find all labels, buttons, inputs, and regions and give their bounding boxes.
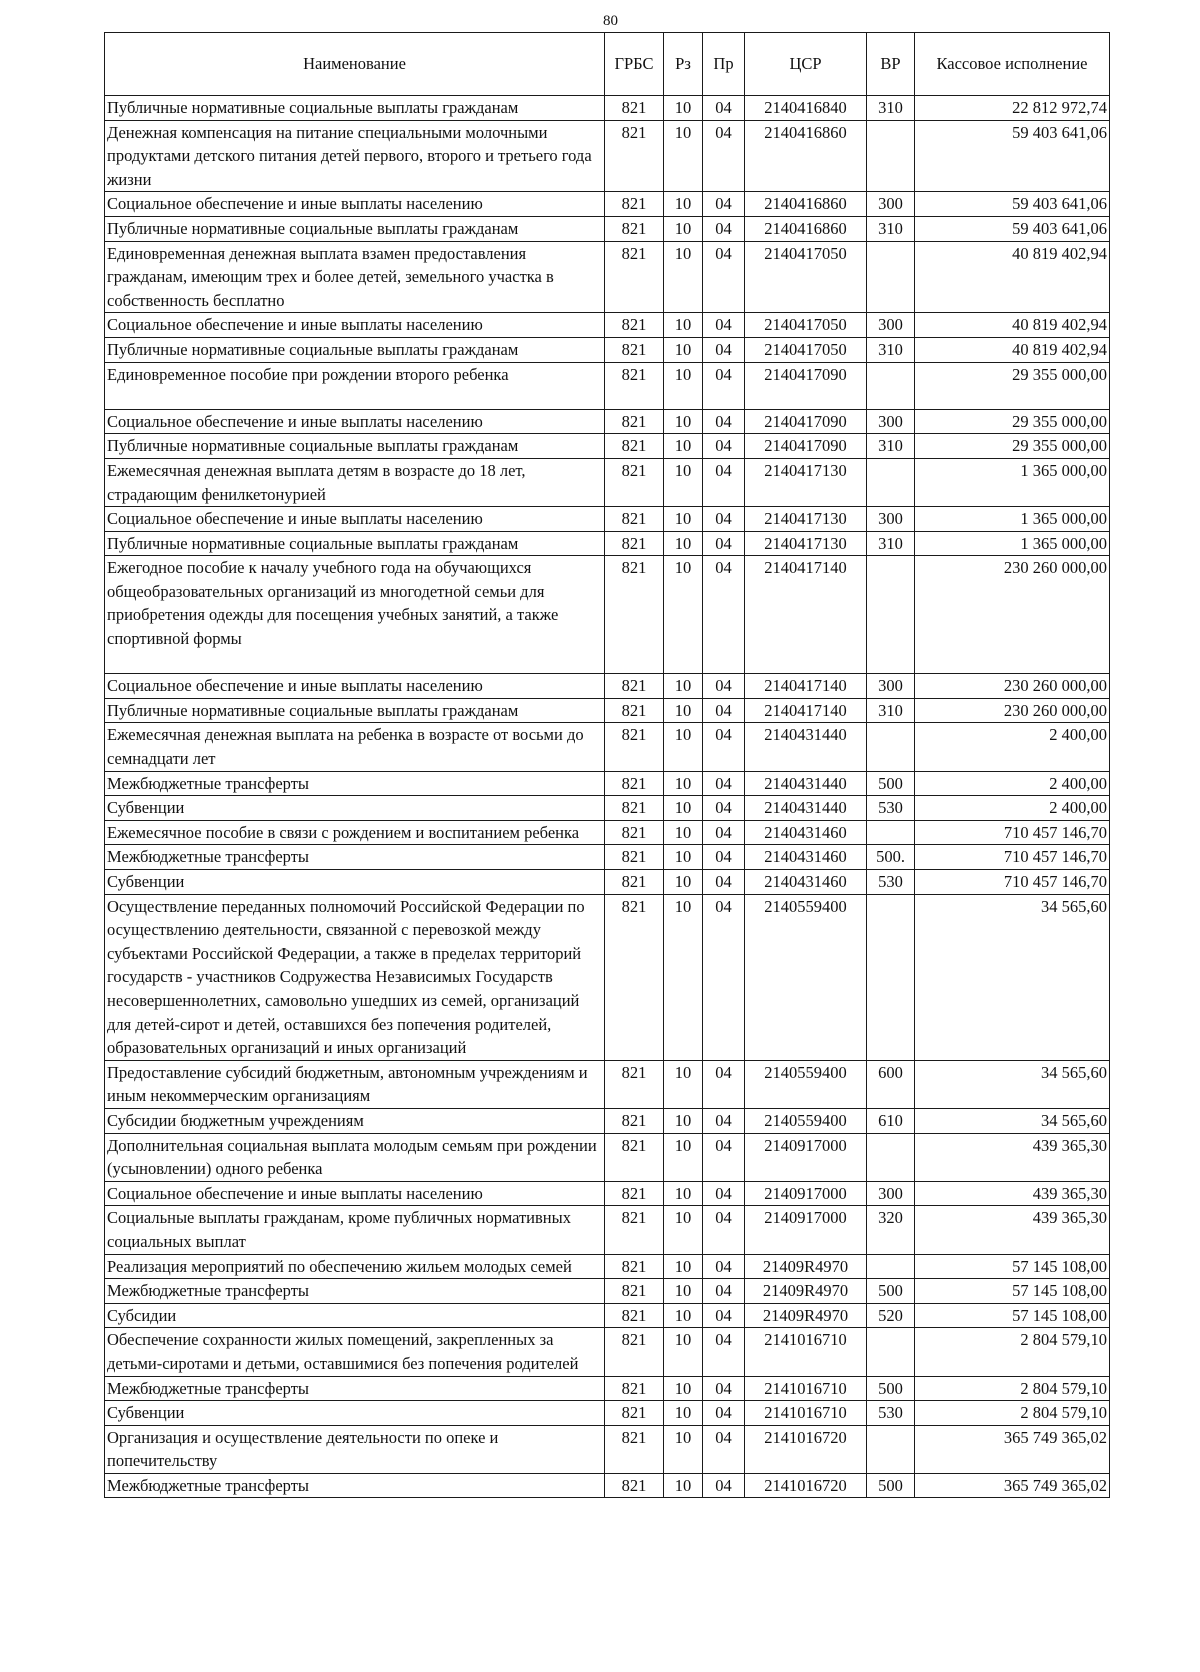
table-row <box>105 1279 1110 1304</box>
cell-grbs: 821 <box>605 1401 664 1426</box>
table-row <box>105 556 1110 674</box>
cell-csr: 2141016720 <box>745 1425 867 1473</box>
cell-name: Ежемесячное пособие в связи с рождением и воспитанием ребенка <box>105 820 605 845</box>
cell-name: Социальные выплаты гражданам, кроме публичных нормативных социальных выплат <box>105 1206 605 1254</box>
cell-amount: 2 804 579,10 <box>915 1376 1110 1401</box>
header-csr: ЦСР <box>745 33 867 96</box>
cell-rz: 10 <box>664 120 703 192</box>
cell-grbs: 821 <box>605 507 664 532</box>
cell-rz: 10 <box>664 434 703 459</box>
cell-amount: 365 749 365,02 <box>915 1473 1110 1498</box>
cell-pr: 04 <box>703 1328 745 1376</box>
cell-rz: 10 <box>664 337 703 362</box>
cell-name: Социальное обеспечение и иные выплаты населению <box>105 313 605 338</box>
cell-rz: 10 <box>664 674 703 699</box>
cell-pr: 04 <box>703 1303 745 1328</box>
cell-name: Социальное обеспечение и иные выплаты населению <box>105 192 605 217</box>
cell-rz: 10 <box>664 362 703 409</box>
cell-grbs: 821 <box>605 434 664 459</box>
cell-csr: 2140416860 <box>745 192 867 217</box>
cell-name: Субвенции <box>105 870 605 895</box>
cell-name: Социальное обеспечение и иные выплаты населению <box>105 674 605 699</box>
cell-name: Субсидии <box>105 1303 605 1328</box>
cell-rz: 10 <box>664 845 703 870</box>
header-name: Наименование <box>105 33 605 96</box>
cell-csr: 2140417090 <box>745 434 867 459</box>
table-row <box>105 845 1110 870</box>
cell-vr: 530 <box>867 796 915 821</box>
cell-csr: 21409R4970 <box>745 1303 867 1328</box>
cell-csr: 2140431460 <box>745 820 867 845</box>
cell-pr: 04 <box>703 531 745 556</box>
cell-grbs: 821 <box>605 409 664 434</box>
table-row <box>105 894 1110 1060</box>
table-row <box>105 192 1110 217</box>
cell-pr: 04 <box>703 362 745 409</box>
cell-pr: 04 <box>703 556 745 674</box>
cell-pr: 04 <box>703 1060 745 1108</box>
cell-grbs: 821 <box>605 216 664 241</box>
cell-vr <box>867 894 915 1060</box>
cell-grbs: 821 <box>605 674 664 699</box>
cell-grbs: 821 <box>605 1254 664 1279</box>
cell-vr <box>867 458 915 506</box>
cell-csr: 2140416860 <box>745 216 867 241</box>
cell-pr: 04 <box>703 216 745 241</box>
cell-amount: 57 145 108,00 <box>915 1254 1110 1279</box>
cell-amount: 2 400,00 <box>915 723 1110 771</box>
cell-name: Социальное обеспечение и иные выплаты населению <box>105 409 605 434</box>
cell-grbs: 821 <box>605 1473 664 1498</box>
cell-csr: 2140417130 <box>745 458 867 506</box>
table-row <box>105 674 1110 699</box>
cell-name: Социальное обеспечение и иные выплаты населению <box>105 507 605 532</box>
table-row <box>105 216 1110 241</box>
cell-csr: 2140431440 <box>745 796 867 821</box>
table-row <box>105 120 1110 192</box>
cell-csr: 2140417140 <box>745 556 867 674</box>
cell-name: Организация и осуществление деятельности по опеке и попечительству <box>105 1425 605 1473</box>
cell-vr: 500 <box>867 1376 915 1401</box>
cell-vr: 310 <box>867 531 915 556</box>
table-row <box>105 1133 1110 1181</box>
cell-grbs: 821 <box>605 313 664 338</box>
cell-name: Субвенции <box>105 1401 605 1426</box>
cell-grbs: 821 <box>605 698 664 723</box>
cell-amount: 1 365 000,00 <box>915 531 1110 556</box>
table-row <box>105 1108 1110 1133</box>
cell-vr: 500. <box>867 845 915 870</box>
cell-vr <box>867 1328 915 1376</box>
table-row <box>105 1376 1110 1401</box>
cell-rz: 10 <box>664 1473 703 1498</box>
cell-name: Единовременная денежная выплата взамен предоставления гражданам, имеющим трех и более детей, земельного участка в собственность бесплатно <box>105 241 605 313</box>
cell-grbs: 821 <box>605 1328 664 1376</box>
cell-amount: 230 260 000,00 <box>915 674 1110 699</box>
cell-grbs: 821 <box>605 241 664 313</box>
table-row <box>105 507 1110 532</box>
cell-rz: 10 <box>664 1060 703 1108</box>
cell-name: Предоставление субсидий бюджетным, автономным учреждениям и иным некоммерческим организациям <box>105 1060 605 1108</box>
cell-pr: 04 <box>703 409 745 434</box>
table-row <box>105 1303 1110 1328</box>
cell-rz: 10 <box>664 1303 703 1328</box>
cell-pr: 04 <box>703 1254 745 1279</box>
cell-pr: 04 <box>703 771 745 796</box>
cell-vr: 530 <box>867 1401 915 1426</box>
cell-rz: 10 <box>664 241 703 313</box>
cell-amount: 29 355 000,00 <box>915 409 1110 434</box>
cell-rz: 10 <box>664 409 703 434</box>
table-row <box>105 698 1110 723</box>
cell-grbs: 821 <box>605 458 664 506</box>
cell-grbs: 821 <box>605 1376 664 1401</box>
table-header-row <box>105 33 1110 96</box>
table-row <box>105 96 1110 121</box>
cell-csr: 2140417050 <box>745 313 867 338</box>
cell-rz: 10 <box>664 313 703 338</box>
cell-pr: 04 <box>703 845 745 870</box>
cell-vr <box>867 1425 915 1473</box>
cell-rz: 10 <box>664 1279 703 1304</box>
cell-vr: 320 <box>867 1206 915 1254</box>
cell-pr: 04 <box>703 1206 745 1254</box>
cell-csr: 2140416860 <box>745 120 867 192</box>
cell-pr: 04 <box>703 458 745 506</box>
table-row <box>105 1254 1110 1279</box>
cell-csr: 2140416840 <box>745 96 867 121</box>
cell-grbs: 821 <box>605 1060 664 1108</box>
cell-amount: 34 565,60 <box>915 1108 1110 1133</box>
cell-name: Субсидии бюджетным учреждениям <box>105 1108 605 1133</box>
cell-grbs: 821 <box>605 1425 664 1473</box>
cell-name: Единовременное пособие при рождении второго ребенка <box>105 362 605 409</box>
cell-rz: 10 <box>664 216 703 241</box>
header-grbs: ГРБС <box>605 33 664 96</box>
cell-rz: 10 <box>664 1425 703 1473</box>
table-row <box>105 796 1110 821</box>
cell-csr: 2140431440 <box>745 723 867 771</box>
cell-grbs: 821 <box>605 1279 664 1304</box>
table-row <box>105 362 1110 409</box>
cell-rz: 10 <box>664 1181 703 1206</box>
cell-csr: 2140417050 <box>745 337 867 362</box>
cell-amount: 59 403 641,06 <box>915 120 1110 192</box>
table-body <box>105 96 1110 1498</box>
cell-csr: 2140917000 <box>745 1206 867 1254</box>
cell-amount: 59 403 641,06 <box>915 192 1110 217</box>
cell-rz: 10 <box>664 771 703 796</box>
cell-csr: 21409R4970 <box>745 1279 867 1304</box>
cell-pr: 04 <box>703 1473 745 1498</box>
cell-amount: 57 145 108,00 <box>915 1279 1110 1304</box>
cell-name: Публичные нормативные социальные выплаты гражданам <box>105 96 605 121</box>
cell-csr: 2140417050 <box>745 241 867 313</box>
cell-grbs: 821 <box>605 192 664 217</box>
cell-csr: 2140917000 <box>745 1181 867 1206</box>
cell-rz: 10 <box>664 1108 703 1133</box>
header-vr: ВР <box>867 33 915 96</box>
cell-vr <box>867 120 915 192</box>
cell-grbs: 821 <box>605 796 664 821</box>
cell-rz: 10 <box>664 820 703 845</box>
cell-amount: 40 819 402,94 <box>915 313 1110 338</box>
cell-amount: 40 819 402,94 <box>915 337 1110 362</box>
cell-csr: 2140417090 <box>745 409 867 434</box>
cell-vr: 310 <box>867 96 915 121</box>
cell-grbs: 821 <box>605 1303 664 1328</box>
cell-pr: 04 <box>703 870 745 895</box>
cell-csr: 2140559400 <box>745 1108 867 1133</box>
cell-pr: 04 <box>703 894 745 1060</box>
table-row <box>105 1181 1110 1206</box>
cell-csr: 2140417130 <box>745 531 867 556</box>
cell-name: Публичные нормативные социальные выплаты гражданам <box>105 531 605 556</box>
cell-vr <box>867 1254 915 1279</box>
cell-vr: 310 <box>867 216 915 241</box>
cell-name: Публичные нормативные социальные выплаты гражданам <box>105 337 605 362</box>
table-row <box>105 458 1110 506</box>
cell-amount: 230 260 000,00 <box>915 698 1110 723</box>
cell-csr: 2140417140 <box>745 674 867 699</box>
cell-name: Денежная компенсация на питание специальными молочными продуктами детского питания детей первого, второго и третьего года жизни <box>105 120 605 192</box>
cell-pr: 04 <box>703 96 745 121</box>
cell-csr: 21409R4970 <box>745 1254 867 1279</box>
cell-name: Социальное обеспечение и иные выплаты населению <box>105 1181 605 1206</box>
cell-grbs: 821 <box>605 362 664 409</box>
cell-name: Осуществление переданных полномочий Российской Федерации по осуществлению деятельности, связанной с перевозкой между субъектами Российской Федерации, а также в пределах территорий государств - участников Содружества Независимых Государств несовершеннолетних, самовольно ушедших из семей, организаций для детей-сирот и детей, оставшихся без попечения родителей, образовательных организаций и иных организаций <box>105 894 605 1060</box>
cell-csr: 2141016710 <box>745 1401 867 1426</box>
cell-vr: 300 <box>867 1181 915 1206</box>
cell-amount: 34 565,60 <box>915 894 1110 1060</box>
cell-csr: 2140917000 <box>745 1133 867 1181</box>
cell-name: Обеспечение сохранности жилых помещений, закрепленных за детьми-сиротами и детьми, оставшимися без попечения родителей <box>105 1328 605 1376</box>
cell-csr: 2140417130 <box>745 507 867 532</box>
table-row <box>105 771 1110 796</box>
table-row <box>105 434 1110 459</box>
cell-amount: 439 365,30 <box>915 1133 1110 1181</box>
cell-amount: 22 812 972,74 <box>915 96 1110 121</box>
table-row <box>105 723 1110 771</box>
cell-vr <box>867 241 915 313</box>
cell-vr: 310 <box>867 337 915 362</box>
cell-amount: 1 365 000,00 <box>915 458 1110 506</box>
cell-rz: 10 <box>664 1254 703 1279</box>
cell-amount: 2 804 579,10 <box>915 1328 1110 1376</box>
table-row <box>105 1328 1110 1376</box>
cell-pr: 04 <box>703 674 745 699</box>
cell-rz: 10 <box>664 1376 703 1401</box>
cell-amount: 29 355 000,00 <box>915 362 1110 409</box>
cell-vr: 300 <box>867 507 915 532</box>
cell-csr: 2140559400 <box>745 1060 867 1108</box>
cell-name: Ежемесячная денежная выплата детям в возрасте до 18 лет, страдающим фенилкетонурией <box>105 458 605 506</box>
cell-name: Публичные нормативные социальные выплаты гражданам <box>105 698 605 723</box>
cell-vr: 310 <box>867 698 915 723</box>
cell-rz: 10 <box>664 723 703 771</box>
cell-vr <box>867 362 915 409</box>
cell-pr: 04 <box>703 1376 745 1401</box>
cell-csr: 2141016720 <box>745 1473 867 1498</box>
cell-grbs: 821 <box>605 1108 664 1133</box>
cell-pr: 04 <box>703 313 745 338</box>
cell-grbs: 821 <box>605 1206 664 1254</box>
table-row <box>105 313 1110 338</box>
cell-grbs: 821 <box>605 723 664 771</box>
cell-pr: 04 <box>703 820 745 845</box>
cell-rz: 10 <box>664 1206 703 1254</box>
cell-name: Межбюджетные трансферты <box>105 771 605 796</box>
cell-rz: 10 <box>664 531 703 556</box>
cell-pr: 04 <box>703 1108 745 1133</box>
cell-rz: 10 <box>664 1328 703 1376</box>
cell-amount: 710 457 146,70 <box>915 845 1110 870</box>
cell-csr: 2140431440 <box>745 771 867 796</box>
cell-vr: 300 <box>867 192 915 217</box>
cell-vr: 520 <box>867 1303 915 1328</box>
cell-name: Ежемесячная денежная выплата на ребенка в возрасте от восьми до семнадцати лет <box>105 723 605 771</box>
cell-rz: 10 <box>664 507 703 532</box>
cell-vr: 300 <box>867 313 915 338</box>
table-row <box>105 1401 1110 1426</box>
table-row <box>105 531 1110 556</box>
cell-grbs: 821 <box>605 820 664 845</box>
cell-pr: 04 <box>703 192 745 217</box>
cell-pr: 04 <box>703 723 745 771</box>
cell-name: Дополнительная социальная выплата молодым семьям при рождении (усыновлении) одного ребенка <box>105 1133 605 1181</box>
cell-amount: 1 365 000,00 <box>915 507 1110 532</box>
cell-amount: 710 457 146,70 <box>915 870 1110 895</box>
cell-vr <box>867 723 915 771</box>
cell-vr: 610 <box>867 1108 915 1133</box>
cell-pr: 04 <box>703 1425 745 1473</box>
cell-vr: 300 <box>867 409 915 434</box>
header-pr: Пр <box>703 33 745 96</box>
cell-vr: 530 <box>867 870 915 895</box>
table-row <box>105 409 1110 434</box>
cell-pr: 04 <box>703 1279 745 1304</box>
cell-grbs: 821 <box>605 1133 664 1181</box>
cell-vr: 500 <box>867 1279 915 1304</box>
cell-pr: 04 <box>703 337 745 362</box>
table-row <box>105 820 1110 845</box>
table-row <box>105 1425 1110 1473</box>
cell-vr <box>867 556 915 674</box>
cell-name: Межбюджетные трансферты <box>105 1279 605 1304</box>
cell-amount: 439 365,30 <box>915 1181 1110 1206</box>
cell-name: Субвенции <box>105 796 605 821</box>
cell-amount: 2 400,00 <box>915 796 1110 821</box>
cell-grbs: 821 <box>605 1181 664 1206</box>
cell-vr <box>867 1133 915 1181</box>
cell-amount: 365 749 365,02 <box>915 1425 1110 1473</box>
budget-execution-table <box>104 32 1110 1498</box>
cell-csr: 2140431460 <box>745 870 867 895</box>
cell-amount: 439 365,30 <box>915 1206 1110 1254</box>
cell-rz: 10 <box>664 1401 703 1426</box>
cell-amount: 57 145 108,00 <box>915 1303 1110 1328</box>
cell-grbs: 821 <box>605 556 664 674</box>
cell-name: Межбюджетные трансферты <box>105 1473 605 1498</box>
cell-name: Публичные нормативные социальные выплаты гражданам <box>105 434 605 459</box>
cell-grbs: 821 <box>605 771 664 796</box>
cell-amount: 40 819 402,94 <box>915 241 1110 313</box>
cell-pr: 04 <box>703 241 745 313</box>
cell-amount: 34 565,60 <box>915 1060 1110 1108</box>
cell-pr: 04 <box>703 507 745 532</box>
table-row <box>105 1473 1110 1498</box>
cell-pr: 04 <box>703 434 745 459</box>
cell-vr <box>867 820 915 845</box>
table-row <box>105 337 1110 362</box>
cell-csr: 2140417090 <box>745 362 867 409</box>
cell-csr: 2141016710 <box>745 1376 867 1401</box>
cell-grbs: 821 <box>605 531 664 556</box>
cell-grbs: 821 <box>605 96 664 121</box>
table-row <box>105 1206 1110 1254</box>
cell-amount: 29 355 000,00 <box>915 434 1110 459</box>
cell-rz: 10 <box>664 192 703 217</box>
cell-rz: 10 <box>664 458 703 506</box>
page-number: 80 <box>603 13 618 29</box>
cell-rz: 10 <box>664 894 703 1060</box>
cell-vr: 500 <box>867 1473 915 1498</box>
cell-rz: 10 <box>664 870 703 895</box>
cell-rz: 10 <box>664 96 703 121</box>
cell-grbs: 821 <box>605 120 664 192</box>
cell-csr: 2140431460 <box>745 845 867 870</box>
cell-rz: 10 <box>664 698 703 723</box>
table-row <box>105 241 1110 313</box>
cell-csr: 2140559400 <box>745 894 867 1060</box>
cell-pr: 04 <box>703 120 745 192</box>
cell-vr: 300 <box>867 674 915 699</box>
cell-vr: 600 <box>867 1060 915 1108</box>
cell-pr: 04 <box>703 698 745 723</box>
cell-csr: 2141016710 <box>745 1328 867 1376</box>
cell-name: Ежегодное пособие к началу учебного года на обучающихся общеобразовательных организаций из многодетной семьи для приобретения одежды для посещения учебных занятий, а также спортивной формы <box>105 556 605 674</box>
cell-pr: 04 <box>703 1133 745 1181</box>
table-row <box>105 1060 1110 1108</box>
cell-name: Публичные нормативные социальные выплаты гражданам <box>105 216 605 241</box>
cell-rz: 10 <box>664 796 703 821</box>
cell-vr: 310 <box>867 434 915 459</box>
cell-pr: 04 <box>703 1401 745 1426</box>
header-amount: Кассовое исполнение <box>915 33 1110 96</box>
cell-name: Реализация мероприятий по обеспечению жильем молодых семей <box>105 1254 605 1279</box>
cell-name: Межбюджетные трансферты <box>105 1376 605 1401</box>
table-row <box>105 870 1110 895</box>
cell-rz: 10 <box>664 1133 703 1181</box>
cell-grbs: 821 <box>605 870 664 895</box>
cell-rz: 10 <box>664 556 703 674</box>
cell-csr: 2140417140 <box>745 698 867 723</box>
cell-amount: 710 457 146,70 <box>915 820 1110 845</box>
cell-pr: 04 <box>703 1181 745 1206</box>
cell-pr: 04 <box>703 796 745 821</box>
cell-amount: 230 260 000,00 <box>915 556 1110 674</box>
cell-grbs: 821 <box>605 845 664 870</box>
cell-vr: 500 <box>867 771 915 796</box>
cell-amount: 59 403 641,06 <box>915 216 1110 241</box>
header-rz: Рз <box>664 33 703 96</box>
cell-amount: 2 804 579,10 <box>915 1401 1110 1426</box>
cell-grbs: 821 <box>605 337 664 362</box>
cell-name: Межбюджетные трансферты <box>105 845 605 870</box>
cell-grbs: 821 <box>605 894 664 1060</box>
cell-amount: 2 400,00 <box>915 771 1110 796</box>
